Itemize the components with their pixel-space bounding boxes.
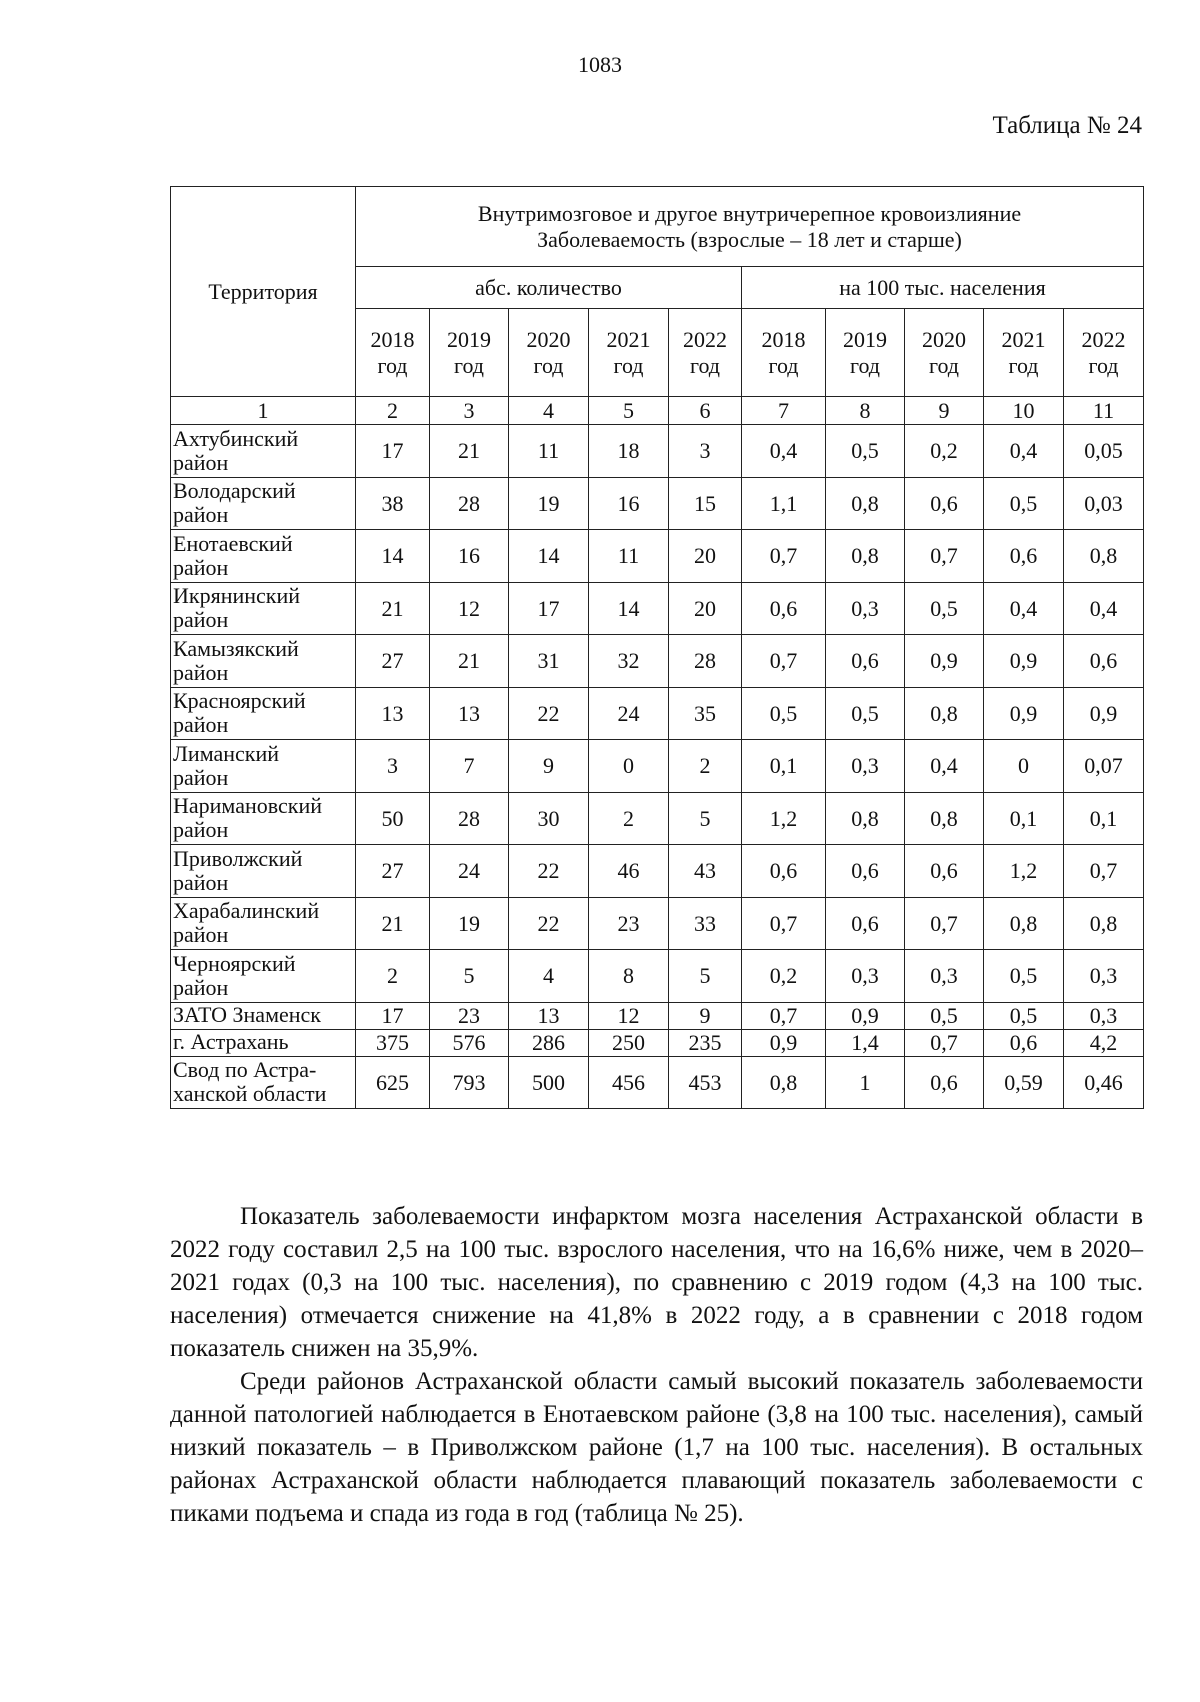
year-unit: год — [377, 352, 408, 378]
year-value: 2021 — [606, 327, 651, 353]
table-row — [171, 792, 1144, 845]
table-cell: 0,8 — [826, 477, 905, 530]
table-cell: 23 — [430, 1002, 509, 1029]
table-cell: 1 — [826, 1056, 905, 1109]
main-header-line2: Заболеваемость (взрослые – 18 лет и старше) — [537, 226, 962, 252]
year-value: 2018 — [370, 327, 415, 353]
table-cell: 0,1 — [742, 740, 826, 793]
column-number: 8 — [826, 397, 905, 425]
table-cell: 24 — [430, 845, 509, 898]
table-cell: 21 — [430, 635, 509, 688]
table-cell: 0,4 — [742, 425, 826, 478]
table-cell: 0,1 — [1064, 792, 1144, 845]
year-header-5 — [669, 309, 742, 397]
table-cell: 1,2 — [984, 845, 1064, 898]
table-row — [171, 740, 1144, 793]
table-cell: 0,9 — [905, 635, 984, 688]
table-cell: 0,8 — [905, 792, 984, 845]
table-cell: 0,7 — [905, 1029, 984, 1056]
table-cell: 0,1 — [984, 792, 1064, 845]
table-cell: 0,8 — [905, 687, 984, 740]
territory-cell — [171, 582, 356, 635]
table-cell: 4,2 — [1064, 1029, 1144, 1056]
year-value: 2019 — [843, 327, 887, 353]
table-cell: 0,03 — [1064, 477, 1144, 530]
table-cell: 0,7 — [742, 530, 826, 583]
territory-cell — [171, 1056, 356, 1109]
table-cell: 0,8 — [984, 897, 1064, 950]
table-cell: 13 — [509, 1002, 589, 1029]
table-cell: 9 — [669, 1002, 742, 1029]
table-cell: 5 — [430, 950, 509, 1003]
territory-name-cont: район — [173, 554, 229, 580]
table-cell: 0,5 — [826, 425, 905, 478]
table-cell: 1,1 — [742, 477, 826, 530]
table-row — [171, 530, 1144, 583]
year-value: 2022 — [683, 327, 727, 353]
territory-name: ЗАТО Знаменск — [173, 1002, 321, 1028]
territory-cell — [171, 1002, 356, 1029]
territory-name: Красноярский — [173, 688, 306, 714]
table-cell: 0,4 — [984, 425, 1064, 478]
table-row — [171, 582, 1144, 635]
table-cell: 18 — [589, 425, 669, 478]
table-cell: 28 — [430, 477, 509, 530]
table-cell: 453 — [669, 1056, 742, 1109]
territory-name: Приволжский — [173, 845, 303, 871]
table-cell: 0,3 — [1064, 950, 1144, 1003]
table-cell: 3 — [669, 425, 742, 478]
table-cell: 0 — [984, 740, 1064, 793]
table-cell: 5 — [669, 792, 742, 845]
table-cell: 8 — [589, 950, 669, 1003]
table-cell: 12 — [430, 582, 509, 635]
table-cell: 43 — [669, 845, 742, 898]
table-cell: 0,7 — [1064, 845, 1144, 898]
table-cell: 375 — [356, 1029, 430, 1056]
year-unit: год — [533, 352, 564, 378]
table-row — [171, 477, 1144, 530]
table-cell: 22 — [509, 845, 589, 898]
column-number: 1 — [171, 397, 356, 425]
territory-name: Черноярский — [173, 950, 296, 976]
table-cell: 0,2 — [742, 950, 826, 1003]
table-cell: 0,4 — [905, 740, 984, 793]
group-abs-header: абс. количество — [356, 267, 742, 309]
territory-cell — [171, 635, 356, 688]
table-cell: 576 — [430, 1029, 509, 1056]
column-number: 11 — [1064, 397, 1144, 425]
table-row — [171, 897, 1144, 950]
table-cell: 0,5 — [826, 687, 905, 740]
territory-cell — [171, 687, 356, 740]
table-cell: 0,8 — [826, 530, 905, 583]
table-cell: 0,6 — [984, 530, 1064, 583]
year-header-8 — [905, 309, 984, 397]
table-cell: 456 — [589, 1056, 669, 1109]
year-value: 2020 — [922, 327, 966, 353]
table-cell: 33 — [669, 897, 742, 950]
table-row — [171, 845, 1144, 898]
table-cell: 16 — [589, 477, 669, 530]
table-cell: 32 — [589, 635, 669, 688]
column-number: 2 — [356, 397, 430, 425]
column-number-row — [171, 397, 1144, 425]
table-cell: 0,05 — [1064, 425, 1144, 478]
year-unit: год — [928, 352, 960, 378]
territory-name: Харабалинский — [173, 898, 320, 924]
table-cell: 0,6 — [826, 635, 905, 688]
table-cell: 793 — [430, 1056, 509, 1109]
column-number: 4 — [509, 397, 589, 425]
table-cell: 0,5 — [905, 582, 984, 635]
territory-name-cont: район — [173, 449, 229, 475]
table-cell: 0,5 — [984, 950, 1064, 1003]
table-cell: 0,07 — [1064, 740, 1144, 793]
table-cell: 2 — [669, 740, 742, 793]
territory-cell — [171, 845, 356, 898]
table-row — [171, 950, 1144, 1003]
table-cell: 19 — [430, 897, 509, 950]
table-cell: 0,6 — [826, 897, 905, 950]
year-header-7 — [826, 309, 905, 397]
year-unit: год — [768, 352, 799, 378]
table-cell: 20 — [669, 530, 742, 583]
data-table — [170, 186, 1144, 1109]
table-row — [171, 687, 1144, 740]
table-cell: 0,5 — [984, 1002, 1064, 1029]
table-cell: 2 — [589, 792, 669, 845]
table-cell: 235 — [669, 1029, 742, 1056]
table-cell: 24 — [589, 687, 669, 740]
territory-name-cont: район — [173, 659, 229, 685]
table-row — [171, 425, 1144, 478]
column-number: 10 — [984, 397, 1064, 425]
table-cell: 500 — [509, 1056, 589, 1109]
table-cell: 0,7 — [742, 1002, 826, 1029]
table-cell: 9 — [509, 740, 589, 793]
table-cell: 14 — [509, 530, 589, 583]
table-cell: 0,7 — [905, 530, 984, 583]
table-cell: 15 — [669, 477, 742, 530]
table-cell: 0,5 — [905, 1002, 984, 1029]
territory-cell — [171, 477, 356, 530]
table-row — [171, 1029, 1144, 1056]
territory-cell — [171, 425, 356, 478]
table-cell: 0,3 — [826, 582, 905, 635]
year-header-10 — [1064, 309, 1144, 397]
year-value: 2022 — [1081, 327, 1126, 353]
table-cell: 27 — [356, 635, 430, 688]
table-cell: 0 — [589, 740, 669, 793]
territory-name: г. Астрахань — [173, 1029, 289, 1055]
table-cell: 3 — [356, 740, 430, 793]
table-cell: 31 — [509, 635, 589, 688]
column-number: 7 — [742, 397, 826, 425]
table-cell: 0,8 — [1064, 530, 1144, 583]
table-cell: 0,6 — [984, 1029, 1064, 1056]
main-header — [356, 187, 1144, 267]
paragraph-1: Показатель заболеваемости инфарктом мозга населения Астраханской области в 2022 году составил 2,5 на 100 тыс. взрослого населения, что на 16,6% ниже, чем в 2020–2021 годах (0,3 на 100 тыс. населения), по сравнению с 2019 годом (4,3 на 100 тыс. населения) отмечается снижение на 41,8% в 2022 году, а в сравнении с 2018 годом показатель снижен на 35,9%. — [170, 1203, 1143, 1362]
year-unit: год — [1088, 352, 1119, 378]
table-cell: 21 — [430, 425, 509, 478]
territory-name-cont: район — [173, 974, 229, 1000]
table-cell: 0,6 — [826, 845, 905, 898]
year-header-2 — [430, 309, 509, 397]
table-cell: 23 — [589, 897, 669, 950]
group-rate-header: на 100 тыс. населения — [742, 267, 1144, 309]
table-cell: 0,6 — [905, 1056, 984, 1109]
territory-cell — [171, 792, 356, 845]
table-cell: 21 — [356, 897, 430, 950]
table-cell: 0,59 — [984, 1056, 1064, 1109]
year-value: 2020 — [526, 327, 571, 353]
territory-name: Лиманский — [173, 740, 280, 766]
table-cell: 0,9 — [984, 635, 1064, 688]
table-row — [171, 1056, 1144, 1109]
table-cell: 0,3 — [1064, 1002, 1144, 1029]
table-cell: 46 — [589, 845, 669, 898]
year-unit: год — [1008, 352, 1039, 378]
table-cell: 17 — [356, 1002, 430, 1029]
table-cell: 17 — [356, 425, 430, 478]
table-cell: 11 — [509, 425, 589, 478]
table-cell: 0,9 — [742, 1029, 826, 1056]
year-value: 2021 — [1001, 327, 1046, 353]
table-cell: 22 — [509, 897, 589, 950]
table-cell: 22 — [509, 687, 589, 740]
year-header-3 — [509, 309, 589, 397]
table-cell: 11 — [589, 530, 669, 583]
territory-name: Наримановский — [173, 793, 322, 819]
table-cell: 30 — [509, 792, 589, 845]
territory-name: Икрянинский — [173, 583, 301, 609]
table-cell: 0,3 — [905, 950, 984, 1003]
table-cell: 0,6 — [742, 845, 826, 898]
table-cell: 28 — [430, 792, 509, 845]
table-cell: 0,9 — [826, 1002, 905, 1029]
table-cell: 50 — [356, 792, 430, 845]
territory-cell — [171, 897, 356, 950]
table-cell: 14 — [356, 530, 430, 583]
table-cell: 0,9 — [984, 687, 1064, 740]
territory-name: Енотаевский — [173, 530, 293, 556]
table-cell: 0,46 — [1064, 1056, 1144, 1109]
table-cell: 13 — [430, 687, 509, 740]
year-header-1 — [356, 309, 430, 397]
territory-cell — [171, 740, 356, 793]
territory-cell — [171, 1029, 356, 1056]
territory-name-cont: район — [173, 712, 229, 738]
territory-name-cont: район — [173, 764, 229, 790]
table-caption: Таблица № 24 — [992, 112, 1142, 139]
table-cell: 14 — [589, 582, 669, 635]
table-cell: 2 — [356, 950, 430, 1003]
table-body — [171, 425, 1144, 1109]
table-cell: 17 — [509, 582, 589, 635]
territory-cell — [171, 530, 356, 583]
table-cell: 0,4 — [1064, 582, 1144, 635]
year-value: 2018 — [761, 327, 806, 353]
territory-name-cont: ханской области — [173, 1081, 327, 1107]
territory-name: Володарский — [173, 478, 296, 504]
territory-name: Ахтубинский — [173, 425, 299, 451]
table-cell: 286 — [509, 1029, 589, 1056]
table-row — [171, 1002, 1144, 1029]
table-cell: 625 — [356, 1056, 430, 1109]
table-cell: 0,5 — [742, 687, 826, 740]
table-cell: 0,4 — [984, 582, 1064, 635]
year-unit: год — [689, 352, 721, 378]
table-cell: 4 — [509, 950, 589, 1003]
year-unit: год — [613, 352, 644, 378]
year-unit: год — [453, 352, 485, 378]
table-cell: 27 — [356, 845, 430, 898]
table-cell: 0,7 — [905, 897, 984, 950]
table-cell: 21 — [356, 582, 430, 635]
table-cell: 5 — [669, 950, 742, 1003]
territory-cell — [171, 950, 356, 1003]
column-number: 3 — [430, 397, 509, 425]
table-cell: 1,4 — [826, 1029, 905, 1056]
territory-header: Территория — [171, 187, 356, 397]
table-cell: 28 — [669, 635, 742, 688]
table-cell: 19 — [509, 477, 589, 530]
table-cell: 0,6 — [905, 477, 984, 530]
table-cell: 0,7 — [742, 897, 826, 950]
table-cell: 1,2 — [742, 792, 826, 845]
table-cell: 0,6 — [905, 845, 984, 898]
table-cell: 0,6 — [742, 582, 826, 635]
year-unit: год — [849, 352, 881, 378]
territory-name-cont: район — [173, 607, 229, 633]
table-cell: 0,5 — [984, 477, 1064, 530]
table-cell: 7 — [430, 740, 509, 793]
table-cell: 0,8 — [742, 1056, 826, 1109]
table-cell: 16 — [430, 530, 509, 583]
table-cell: 13 — [356, 687, 430, 740]
year-header-4 — [589, 309, 669, 397]
column-number: 9 — [905, 397, 984, 425]
territory-name-cont: район — [173, 817, 229, 843]
table-cell: 0,8 — [826, 792, 905, 845]
column-number: 5 — [589, 397, 669, 425]
year-value: 2019 — [447, 327, 491, 353]
table-cell: 0,9 — [1064, 687, 1144, 740]
territory-name-cont: район — [173, 922, 229, 948]
table-cell: 12 — [589, 1002, 669, 1029]
territory-name: Камызякский — [173, 635, 299, 661]
table-cell: 0,3 — [826, 950, 905, 1003]
body-text — [170, 1200, 1143, 1530]
year-header-6 — [742, 309, 826, 397]
paragraph-2: Среди районов Астраханской области самый высокий показатель заболеваемости данной патологией наблюдается в Енотаевском районе (3,8 на 100 тыс. населения), самый низкий показатель – в Приволжском районе (1,7 на 100 тыс. населения). В остальных районах Астраханской области наблюдается плавающий показатель заболеваемости с пиками подъема и спада из года в год (таблица № 25). — [170, 1368, 1143, 1527]
table-row — [171, 635, 1144, 688]
table-cell: 0,8 — [1064, 897, 1144, 950]
table-cell: 0,6 — [1064, 635, 1144, 688]
territory-name-cont: район — [173, 502, 229, 528]
table-cell: 0,7 — [742, 635, 826, 688]
main-header-line1: Внутримозговое и другое внутричерепное кровоизлияние — [477, 201, 1022, 227]
table-cell: 0,3 — [826, 740, 905, 793]
territory-name-cont: район — [173, 869, 229, 895]
table-cell: 38 — [356, 477, 430, 530]
table-cell: 250 — [589, 1029, 669, 1056]
table-cell: 35 — [669, 687, 742, 740]
table-cell: 0,2 — [905, 425, 984, 478]
year-header-9 — [984, 309, 1064, 397]
column-number: 6 — [669, 397, 742, 425]
territory-name: Свод по Астра- — [173, 1057, 317, 1083]
table-cell: 20 — [669, 582, 742, 635]
page-number: 1083 — [578, 52, 622, 77]
